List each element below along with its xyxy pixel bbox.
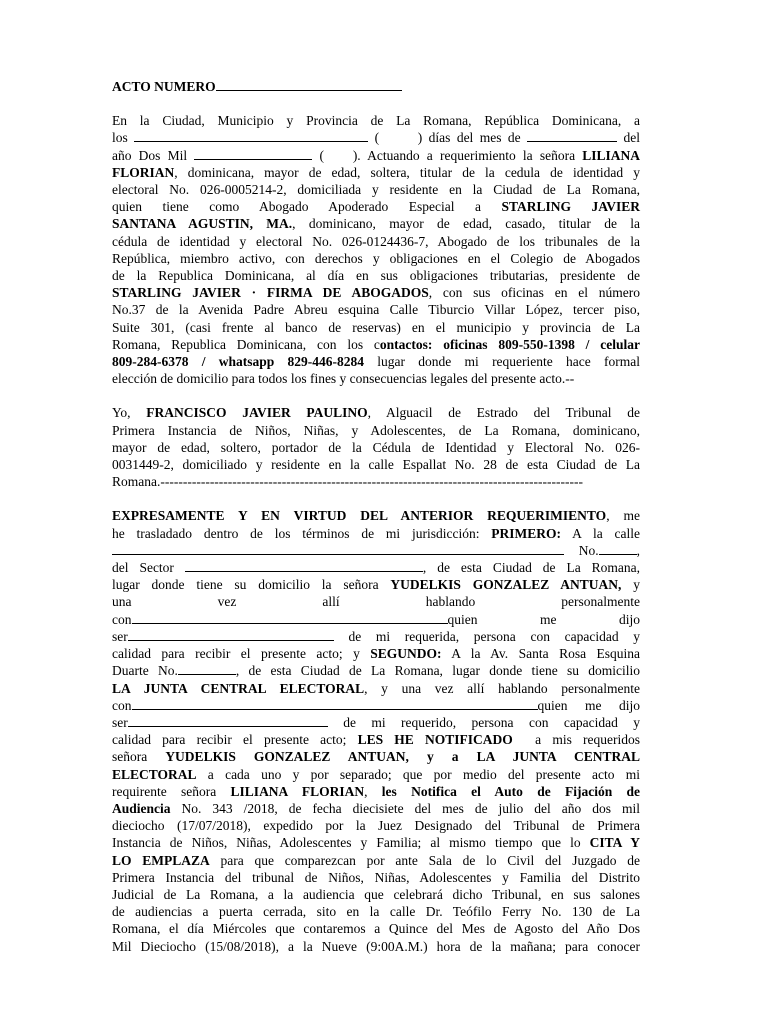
text-line: Romana.---------------------------------------------------------------------------------------------- <box>112 474 583 490</box>
text-line: FLORIAN, dominicana, mayor de edad, soltera, titular de la cedula de identidad y <box>112 164 640 180</box>
text-line: Yo, FRANCISCO JAVIER PAULINO, Alguacil de Estrado del Tribunal de <box>112 405 640 421</box>
text-line: los ( ) días del mes de del <box>112 130 641 146</box>
text-line: elección de domicilio para todos los fines y consecuencias legales del presente acto.-- <box>112 371 575 387</box>
text-line: Duarte No. , de esta Ciudad de La Romana, lugar donde tiene su domicilio <box>112 663 640 679</box>
text-line: con quien me dijo <box>112 611 641 627</box>
text-line: lugar donde tiene su domicilio la señora YUDELKIS GONZALEZ ANTUAN, y <box>112 577 640 593</box>
text-line: Judicial de La Romana, a la audiencia que celebrará dicho Tribunal, en sus salones <box>112 886 640 902</box>
text-line: calidad para recibir el presente acto; y SEGUNDO: A la Av. Santa Rosa Esquina <box>112 646 641 662</box>
person-blank <box>132 611 448 624</box>
text-line: requirente señora LILIANA FLORIAN, les Notifica el Auto de Fijación de <box>112 783 641 799</box>
person-blank-2 <box>132 697 538 710</box>
text-line: con quien me dijo <box>112 697 640 713</box>
text-line: 0031449-2, domiciliado y residente en la calle Espallat No. 28 de esta Ciudad de La <box>112 457 640 473</box>
text-line: ser de mi requerido, persona con capacidad y <box>112 714 641 730</box>
month-blank <box>527 129 617 142</box>
year-blank <box>194 147 312 160</box>
relation-blank <box>128 628 334 641</box>
text-line: Instancia de Niños, Niñas, Adolescentes y Familia; al mismo tiempo que lo CITA Y <box>112 835 640 851</box>
text-line: Primera Instancia del tribunal de Niños, Niñas, Adolescentes y Familia del Distrito <box>112 869 640 885</box>
text-line: mayor de edad, soltero, portador de la Cédula de Identidad y Electoral No. 026- <box>112 439 640 455</box>
text-line: 809-284-6378 / whatsapp 829-446-8284 lugar donde mi requeriente hace formal <box>112 354 641 370</box>
text-line: LO EMPLAZA para que comparezcan por ante Sala de lo Civil del Juzgado de <box>112 852 640 868</box>
paragraph-notificacion <box>112 507 640 954</box>
street-number-blank <box>599 542 637 555</box>
text-line: quien tiene como Abogado Apoderado Especial a STARLING JAVIER <box>112 199 641 215</box>
day-blank <box>134 129 368 142</box>
text-line: En la Ciudad, Municipio y Provincia de La Romana, República Dominicana, a <box>112 113 640 129</box>
text-line: ELECTORAL a cada uno y por separado; que por medio del presente acto mi <box>112 766 640 782</box>
text-line: No.37 de la Avenida Padre Abreu esquina Calle Tiburcio Villar López, tercer piso, <box>112 302 640 318</box>
relation-blank-2 <box>128 714 328 727</box>
text-line: No. , <box>112 542 640 559</box>
text-line: LA JUNTA CENTRAL ELECTORAL, y una vez allí hablando personalmente <box>112 680 640 696</box>
duarte-number-blank <box>178 662 236 675</box>
text-line: Romana, Republica Dominicana, con los contactos: oficinas 809-550-1398 / celular <box>112 336 640 352</box>
text-line: cédula de identidad y electoral No. 026-0124436-7, Abogado de los tribunales de la <box>112 233 640 249</box>
text-line: calidad para recibir el presente acto; LES HE NOTIFICADO a mis requeridos <box>112 732 641 748</box>
street-blank <box>112 542 564 555</box>
text-line: señora YUDELKIS GONZALEZ ANTUAN, y a LA JUNTA CENTRAL <box>112 749 640 765</box>
text-line: dieciocho (17/07/2018), expedido por la Juez Designado del Tribunal de Primera <box>112 818 640 834</box>
text-line: Mil Dieciocho (15/08/2018), a la Nueve (9:00A.M.) hora de la mañana; para conocer <box>112 938 640 954</box>
act-number-blank <box>216 78 402 91</box>
text-line: de la Republica Dominicana, al día en sus obligaciones tributarias, presidente de <box>112 268 640 284</box>
document-title: ACTO NUMERO <box>112 78 640 95</box>
text-line: del Sector , de esta Ciudad de La Romana, <box>112 560 641 576</box>
text-line: año Dos Mil ( ). Actuando a requerimiento la señora LILIANA <box>112 147 641 163</box>
text-line: Primera Instancia de Niños, Niñas, y Adolescentes, de La Romana, dominicano, <box>112 422 640 438</box>
text-line: Romana, el día Miércoles que contaremos a Quince del Mes de Agosto del Año Dos <box>112 921 640 937</box>
text-line: EXPRESAMENTE Y EN VIRTUD DEL ANTERIOR REQUERIMIENTO, me <box>112 508 641 524</box>
text-line: SANTANA AGUSTIN, MA., dominicano, mayor de edad, casado, titular de la <box>112 216 640 232</box>
paragraph-requerimiento <box>112 112 640 387</box>
text-line: electoral No. 026-0005214-2, domiciliada y residente en la Ciudad de La Romana, <box>112 182 640 198</box>
text-line: he trasladado dentro de los términos de mi jurisdicción: PRIMERO: A la calle <box>112 525 640 541</box>
text-line: Audiencia No. 343 /2018, de fecha diecisiete del mes de julio del año dos mil <box>112 800 640 816</box>
text-line: República, miembro activo, con derechos y obligaciones en el Colegio de Abogados <box>112 250 640 266</box>
sector-blank <box>185 559 423 572</box>
document-body <box>112 78 640 972</box>
text-line: Suite 301, (casi frente al banco de reservas) en el municipio y provincia de La <box>112 319 640 335</box>
text-line: ser de mi requerida, persona con capacidad y <box>112 628 641 644</box>
text-line: de audiencias a puerta cerrada, sito en la calle Dr. Teófilo Ferry No. 130 de La <box>112 904 640 920</box>
text-line: STARLING JAVIER · FIRMA DE ABOGADOS, con sus oficinas en el número <box>112 285 640 301</box>
paragraph-alguacil <box>112 404 640 490</box>
text-line: una vez allí hablando personalmente <box>112 594 641 610</box>
